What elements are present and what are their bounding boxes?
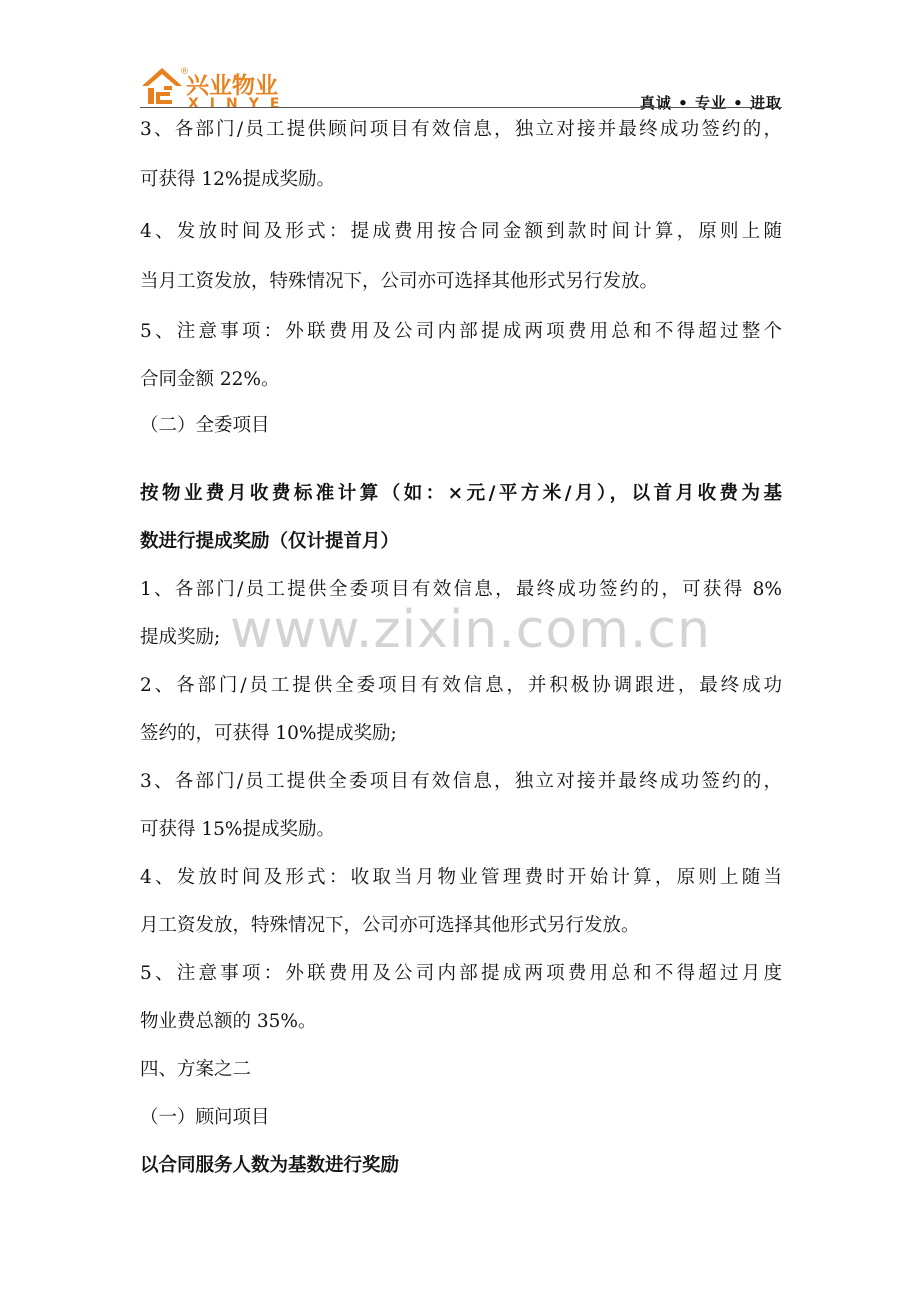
svg-text:®: ® [180,67,189,77]
body-line: 3、各部门/员工提供顾问项目有效信息，独立对接并最终成功签约的， [140,119,782,140]
body-line: 3、各部门/员工提供全委项目有效信息，独立对接并最终成功签约的， [140,771,782,792]
body-line: 可获得 12%提成奖励。 [140,169,336,190]
svg-text:XINYE: XINYE [188,96,291,110]
body-line: 月工资发放，特殊情况下，公司亦可选择其他形式另行发放。 [140,915,640,936]
body-line: 5、注意事项：外联费用及公司内部提成两项费用总和不得超过月度 [140,963,782,984]
body-line: 2、各部门/员工提供全委项目有效信息，并积极协调跟进，最终成功 [140,675,782,696]
svg-text:兴业物业: 兴业物业 [186,73,278,99]
body-line: 签约的，可获得 10%提成奖励; [140,723,397,744]
body-line: 4、发放时间及形式：提成费用按合同金额到款时间计算，原则上随 [140,221,782,242]
body-line: 物业费总额的 35%。 [140,1011,317,1032]
body-line: 合同金额 22%。 [140,369,280,390]
section-heading: （二）全委项目 [140,415,270,436]
body-line: 5、注意事项：外联费用及公司内部提成两项费用总和不得超过整个 [140,321,782,342]
watermark: www.zixin.com.cn [230,600,711,660]
body-line: 1、各部门/员工提供全委项目有效信息，最终成功签约的，可获得 8% [140,579,782,600]
section-heading: （一）顾问项目 [140,1107,270,1128]
section-heading: 四、方案之二 [140,1059,252,1080]
bold-heading: 以合同服务人数为基数进行奖励 [140,1155,400,1176]
body-line: 可获得 15%提成奖励。 [140,819,336,840]
slogan: 真诚 • 专业 • 进取 [639,94,782,112]
xinye-logo [140,62,310,110]
body-line: 提成奖励; [140,627,221,648]
page-header [140,62,782,110]
body-line: 4、发放时间及形式：收取当月物业管理费时开始计算，原则上随当 [140,867,782,888]
header-divider [140,107,782,108]
bold-heading: 按物业费月收费标准计算（如：×元/平方米/月），以首月收费为基 [140,483,782,504]
bold-heading: 数进行提成奖励（仅计提首月） [140,531,400,552]
body-line: 当月工资发放，特殊情况下，公司亦可选择其他形式另行发放。 [140,271,659,292]
